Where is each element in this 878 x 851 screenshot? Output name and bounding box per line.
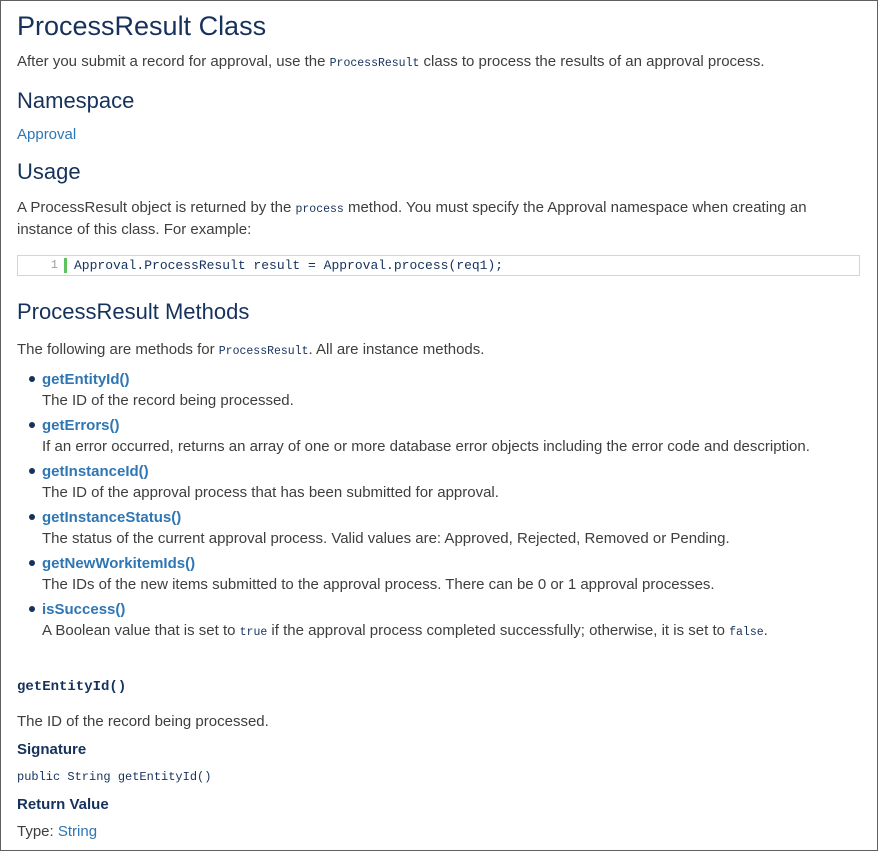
signature-code: public String getEntityId()	[17, 770, 212, 784]
return-value-heading: Return Value	[17, 796, 109, 813]
return-type	[17, 823, 97, 840]
method-detail-heading: getEntityId()	[17, 679, 127, 695]
page-title: ProcessResult Class	[17, 11, 267, 41]
methods-heading: ProcessResult Methods	[17, 299, 250, 324]
intro-text-after: class to process the results of an approval process.	[419, 53, 765, 70]
return-type-link[interactable]: String	[57, 823, 98, 840]
usage-text-before: A ProcessResult object is returned by the	[17, 199, 296, 216]
intro-code: ProcessResult	[329, 57, 420, 70]
usage-heading: Usage	[17, 159, 81, 184]
methods-intro-before: The following are methods for	[17, 341, 219, 358]
method-detail-desc: The ID of the record being processed.	[17, 713, 269, 730]
bullet-icon	[29, 560, 35, 566]
bullet-icon	[29, 376, 35, 382]
usage-code: process	[295, 203, 344, 216]
code-line-number: 1	[50, 258, 58, 272]
bullet-icon	[29, 422, 35, 428]
method-link-getentityid[interactable]: getEntityId()	[42, 371, 130, 388]
code-gutter-bar	[64, 258, 67, 273]
list-item	[17, 554, 867, 600]
desc-code-true: true	[239, 626, 268, 639]
desc-text-before: A Boolean value that is set to	[42, 622, 240, 639]
usage-text	[17, 198, 859, 240]
desc-text-end: .	[763, 622, 768, 639]
method-desc	[42, 620, 867, 644]
methods-intro-after: . All are instance methods.	[308, 341, 485, 358]
method-desc: The IDs of the new items submitted to the approval process. There can be 0 or 1 approval processes.	[42, 576, 715, 593]
bullet-icon	[29, 606, 35, 612]
list-item	[17, 600, 867, 646]
method-link-getinstancestatus[interactable]: getInstanceStatus()	[42, 509, 182, 526]
bullet-icon	[29, 514, 35, 520]
method-list	[17, 370, 867, 646]
bullet-icon	[29, 468, 35, 474]
list-item	[17, 370, 867, 416]
code-block[interactable]	[17, 255, 860, 276]
desc-text-mid: if the approval process completed successfully; otherwise, it is set to	[267, 622, 730, 639]
method-desc: The ID of the record being processed.	[42, 392, 294, 409]
method-link-geterrors[interactable]: getErrors()	[42, 417, 120, 434]
method-desc: If an error occurred, returns an array of one or more database error objects including the error code and description.	[42, 438, 810, 455]
intro-text-before: After you submit a record for approval, use the	[17, 53, 330, 70]
methods-intro	[17, 339, 484, 363]
method-link-issuccess[interactable]: isSuccess()	[42, 601, 126, 618]
page-intro	[17, 51, 765, 75]
namespace-link[interactable]: Approval	[17, 126, 77, 143]
method-link-getinstanceid[interactable]: getInstanceId()	[42, 463, 149, 480]
list-item	[17, 416, 867, 462]
signature-heading: Signature	[17, 741, 87, 758]
usage-text-after: method. You must specify the Approval namespace when creating an instance of this class. For example:	[17, 199, 807, 238]
list-item	[17, 508, 867, 554]
list-item	[17, 462, 867, 508]
code-line: Approval.ProcessResult result = Approval.process(req1);	[74, 258, 504, 273]
desc-code-false: false	[729, 626, 764, 639]
method-desc: The status of the current approval process. Valid values are: Approved, Rejected, Removed or Pending.	[42, 530, 730, 547]
method-link-getnewworkitemids[interactable]: getNewWorkitemIds()	[42, 555, 196, 572]
methods-intro-code: ProcessResult	[218, 345, 309, 358]
method-desc: The ID of the approval process that has been submitted for approval.	[42, 484, 499, 501]
namespace-heading: Namespace	[17, 88, 135, 113]
return-type-prefix: Type:	[17, 823, 58, 840]
